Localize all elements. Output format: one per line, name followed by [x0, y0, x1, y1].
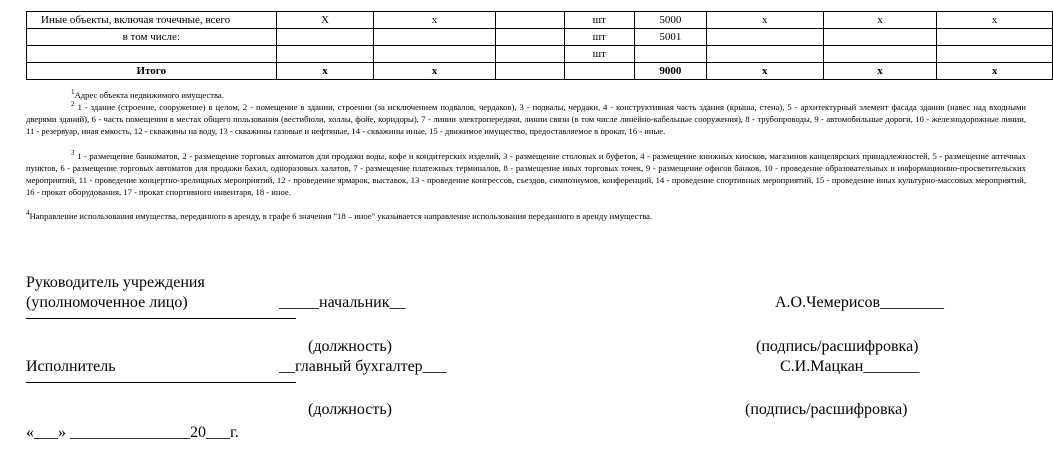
footnote-text: Адрес объекта недвижимого имущества.	[74, 89, 224, 100]
sign-caption: (подпись/расшифровка)	[756, 338, 919, 355]
footnote-mark: 1	[71, 88, 75, 96]
footnote-text: 1 - размещение банкоматов, 2 - размещение торговых автоматов для продажи воды, кофе и кондитерских изделий, 3 - размещение столовых и буфетов, 4 - размещение книжных киосков, магазинов канцелярских принадлежностей, 5 - размещение аптечных пунктов, 6 - размещение торговых автоматов для продажи бахил, одноразовых халатов, 7 - размещение платежных терминалов, 8 - размещение иных торговых точек, 9 - размещение офисов банков, 10 - проведение образовательных и информационно-просветительских мероприятий, 11 - проведение концертно-зрелищных мероприятий, 12 - проведение ярмарок, выставок, 13 - проведение конгрессов, съездов, симпозиумов, конференций, 14 - проведение спортивных мероприятий, 15 - проведение иных культурно-массовых мероприятий, 16 - прокат оборудования, 17 - прокат спортивного инвентаря, 18 - иное.	[26, 150, 1029, 197]
table-cell: x	[374, 12, 495, 29]
table-cell: Иные объекты, включая точечные, всего	[27, 12, 277, 29]
table-cell	[823, 46, 937, 63]
table-cell: x	[374, 63, 495, 80]
table-cell	[495, 46, 564, 63]
footnote-mark: 4	[26, 209, 30, 217]
table-cell: x	[276, 63, 374, 80]
table-cell: 5000	[634, 12, 706, 29]
executor-position: __главный бухгалтер___	[279, 358, 447, 375]
footnote-mark: 3	[71, 149, 75, 157]
footnote-text: 1 - здание (строение, сооружение) в целом, 2 - помещение в здании, строении (за исключением подвалов, чердаков), 3 - подвалы, чердаки, 4 - конструктивная часть здания (крыша, стена), 5 - архитектурный элемент фасада здания (навес над входными дверями зданий), 6 - часть помещения в местах общего пользования (вестибюли, холлы, фойе, коридоры), 7 - линии электропередачи, линии связи (в том числе линейно-кабельные сооружения), 8 - трубопроводы, 9 - автомобильные дороги, 10 - железнодорожные линии, 11 - резервуар, иная емкость, 12 - скважины на воду, 13 - скважины газовые и нефтяные, 14 - скважины иные, 15 - движимое имущество, предоставляемое в прокат, 16 - иные.	[26, 101, 1029, 136]
table-row	[27, 46, 1053, 63]
table-cell: x	[823, 12, 937, 29]
table-cell: x	[707, 12, 824, 29]
footnote-2	[26, 98, 1029, 137]
table-cell: в том числе:	[27, 29, 277, 46]
table-cell: x	[937, 12, 1053, 29]
table-cell: x	[937, 63, 1053, 80]
table-row	[27, 63, 1053, 80]
head-name: А.О.Чемерисов________	[775, 294, 945, 311]
position-caption: (должность)	[308, 338, 392, 355]
footnote-mark: 2	[71, 100, 75, 108]
table-cell	[564, 63, 634, 80]
table-cell	[495, 12, 564, 29]
table-cell	[276, 46, 374, 63]
table-cell	[276, 29, 374, 46]
table-cell	[495, 63, 564, 80]
executor-name: С.И.Мацкан_______	[780, 358, 920, 375]
head-position: _____начальник__	[279, 294, 406, 311]
table-row	[27, 12, 1053, 29]
table-cell	[707, 29, 824, 46]
table-cell	[823, 29, 937, 46]
table-cell: шт	[564, 12, 634, 29]
date-field: «___» _______________20___г.	[26, 424, 239, 441]
table-cell	[634, 46, 706, 63]
table-cell: X	[276, 12, 374, 29]
objects-table-body	[27, 12, 1053, 80]
table-cell: Итого	[27, 63, 277, 80]
footnote-text: Направление использования имущества, переданного в аренду, в графе 6 значения "18 – иное" указывается направление использования переданного в аренду имущества.	[29, 210, 653, 221]
signature-line	[26, 382, 296, 383]
sign-caption: (подпись/расшифровка)	[745, 401, 908, 418]
table-cell	[374, 29, 495, 46]
footnote-3	[26, 147, 1029, 198]
table-cell: 5001	[634, 29, 706, 46]
table-cell: x	[823, 63, 937, 80]
footnote-4	[26, 207, 1026, 222]
table-cell	[707, 46, 824, 63]
table-cell: 9000	[634, 63, 706, 80]
signature-line	[26, 318, 296, 319]
table-cell	[374, 46, 495, 63]
table-cell: шт	[564, 46, 634, 63]
table-cell	[495, 29, 564, 46]
table-row	[27, 29, 1053, 46]
head-subtitle: (уполномоченное лицо)	[26, 294, 188, 311]
head-title: Руководитель учреждения	[26, 274, 205, 291]
objects-table	[26, 11, 1053, 80]
table-cell	[27, 46, 277, 63]
table-cell: x	[707, 63, 824, 80]
table-cell	[937, 46, 1053, 63]
position-caption: (должность)	[308, 401, 392, 418]
table-cell	[937, 29, 1053, 46]
table-cell: шт	[564, 29, 634, 46]
executor-label: Исполнитель	[26, 358, 116, 375]
